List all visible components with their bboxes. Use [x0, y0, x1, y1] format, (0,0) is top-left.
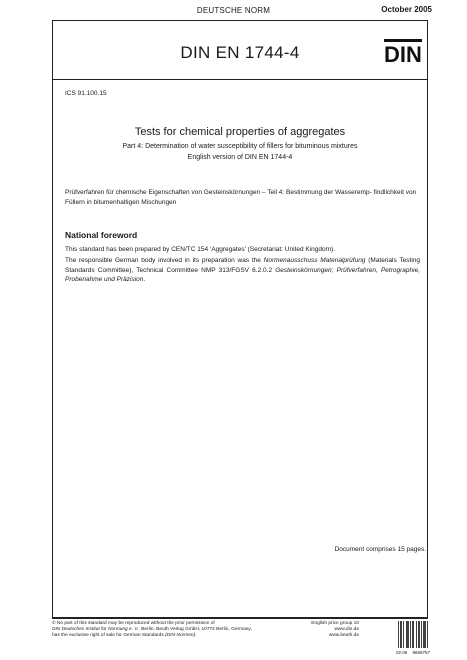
ics-code: ICS 91.100.15: [65, 90, 107, 97]
price-group: English price group 10: [311, 621, 359, 626]
document-title: Tests for chemical properties of aggregates: [134, 126, 346, 138]
national-foreword-heading: National foreword: [65, 230, 138, 240]
page-frame: [52, 20, 428, 618]
nf-p2-mid: (Materials Testing Standards Committee), Technical Committee NMP 313/FGSV 6.2.0.2: [65, 257, 420, 274]
document-number: DIN EN 1744-4: [180, 43, 300, 62]
barcode-number: 9668757: [412, 650, 430, 655]
nf-p2-tc-title: Gesteinskörnungen; Prüfverfahren, Petrographie, Probenahme und Präzision: [65, 266, 420, 283]
footer-divider: [52, 618, 428, 619]
national-foreword-paragraph-1: This standard has been prepared by CEN/TC 154 ‘Aggregates’ (Secretariat: United Kingdom).: [65, 246, 336, 253]
header-label: DEUTSCHE NORM: [196, 6, 271, 15]
header-date: October 2005: [381, 5, 432, 14]
copyright-notice: [52, 621, 307, 640]
din-logo-text: DIN: [384, 42, 422, 64]
english-version-note: English version of DIN EN 1744-4: [187, 154, 293, 161]
nf-p2-start: The responsible German body involved in its preparation was the: [65, 257, 264, 264]
german-title: Prüfverfahren für chemische Eigenschaften von Gesteinskörnungen – Teil 4: Bestimmung der Wasseremp- findlichkeit von Füllern in bitumenhaltigen Mischungen: [65, 189, 417, 206]
link-beuth-website[interactable]: www.beuth.de: [328, 633, 359, 639]
copyright-line-2: DIN Deutsches Institut für Normung e. V., Berlin. Beuth Verlag GmbH, 10772 Berlin, Germany,: [52, 627, 252, 633]
price-and-web-info: [311, 621, 359, 640]
barcode-date: 02.06: [396, 650, 408, 655]
copyright-line-1: © No part of this standard may be reproduced without the prior permission of: [52, 621, 215, 626]
din-logo-icon: [384, 39, 422, 64]
nf-p2-committee-de: Normenausschuss Materialprüfung: [263, 257, 366, 264]
nf-p2-end: .: [143, 276, 146, 283]
link-din-website[interactable]: www.din.de: [334, 627, 359, 633]
document-subtitle: Part 4: Determination of water susceptibility of fillers for bituminous mixtures: [122, 143, 358, 150]
barcode-label: [396, 650, 430, 655]
barcode-icon: [398, 621, 428, 648]
page-count-note: Document comprises 15 pages.: [334, 546, 426, 553]
national-foreword-paragraph-2: [65, 256, 420, 285]
copyright-line-3: has the exclusive right of sale for German Standards (DIN-Normen).: [52, 633, 197, 639]
